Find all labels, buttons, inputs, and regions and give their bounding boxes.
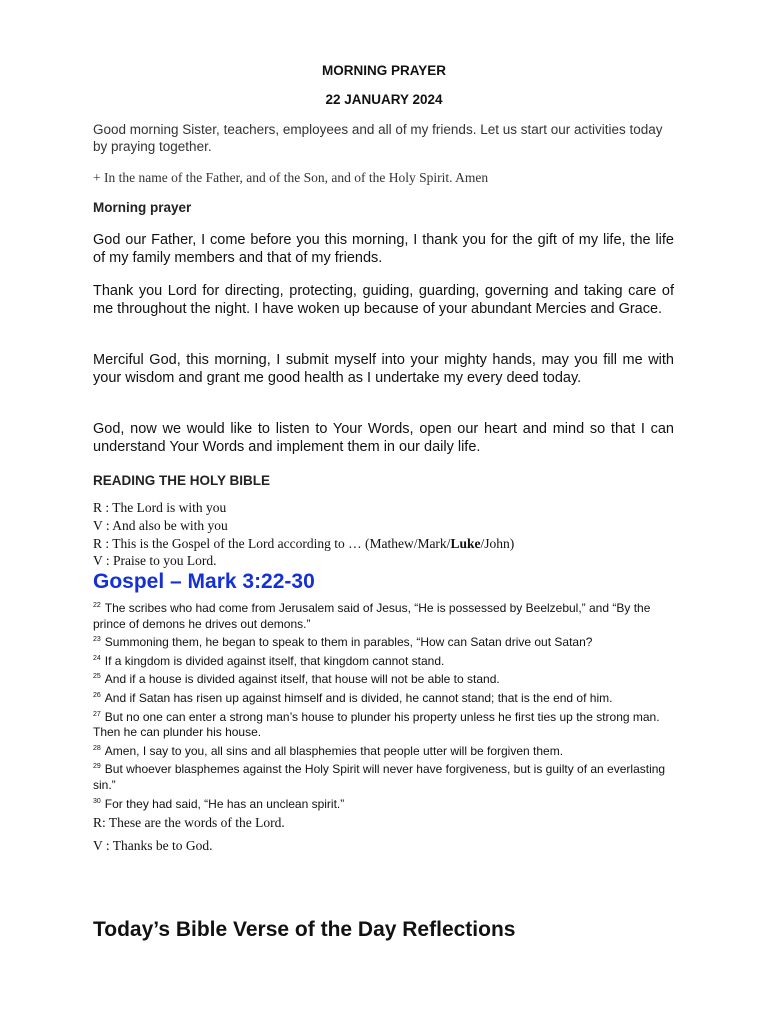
verse: [93, 669, 678, 688]
verse-text: But whoever blasphemes against the Holy Spirit will never have forgiveness, but is guilty of an everlasting sin.”: [93, 762, 666, 792]
verse-text: And if a house is divided against itself, that house will not be able to stand.: [104, 672, 500, 687]
prayer-paragraph-3: Merciful God, this morning, I submit myself into your mighty hands, may you fill me with your wisdom and grant me good health as I undertake my every deed today.: [93, 352, 674, 386]
verse-number: 22: [93, 602, 101, 609]
response-r2-suffix: /John): [480, 536, 515, 551]
verse: [93, 707, 678, 741]
verse-text: Summoning them, he began to speak to them in parables, “How can Satan drive out Satan?: [104, 635, 593, 650]
verse-text: And if Satan has risen up against himself and is divided, he cannot stand; that is the end of him.: [104, 690, 613, 705]
verse-number: 27: [93, 710, 101, 718]
gospel-heading: Gospel – Mark 3:22-30: [93, 570, 315, 593]
sign-of-cross: + In the name of the Father, and of the Son, and of the Holy Spirit. Amen: [93, 170, 489, 185]
verse: [93, 688, 678, 707]
verse-text: Amen, I say to you, all sins and all blasphemies that people utter will be forgiven them.: [104, 743, 564, 758]
response-r2-bold: Luke: [450, 536, 481, 551]
response-v1: V : And also be with you: [93, 518, 228, 533]
closing-response-r: R: These are the words of the Lord.: [93, 815, 285, 830]
verse-text: The scribes who had come from Jerusalem said of Jesus, “He is possessed by Beelzebul,” and “By the prince of demons he drives out demons.”: [93, 601, 651, 631]
response-r2: [93, 535, 514, 553]
response-r2-prefix: R : This is the Gospel of the Lord according to … (Mathew/Mark/: [93, 536, 451, 551]
response-v2: V : Praise to you Lord.: [93, 553, 217, 568]
verse-text: But no one can enter a strong man’s house to plunder his property unless he first ties up the strong man. Then he can plunder his house.: [93, 709, 660, 740]
reading-heading: READING THE HOLY BIBLE: [93, 473, 271, 488]
verse: [93, 632, 678, 651]
verse-number: 23: [93, 636, 101, 644]
verse-number: 28: [93, 744, 101, 752]
verse-text: If a kingdom is divided against itself, that kingdom cannot stand.: [104, 653, 445, 668]
verse-number: 25: [93, 673, 101, 681]
reflections-heading: Today’s Bible Verse of the Day Reflections: [93, 918, 516, 941]
response-r1: R : The Lord is with you: [93, 500, 227, 515]
verse-number: 26: [93, 691, 101, 699]
verse: [93, 759, 678, 793]
verse: [93, 741, 678, 760]
morning-prayer-heading: Morning prayer: [93, 200, 192, 215]
verse: [93, 651, 678, 670]
prayer-paragraph-4: God, now we would like to listen to Your Words, open our heart and mind so that I can understand Your Words and implement them in our daily life.: [93, 421, 674, 455]
prayer-paragraph-2: Thank you Lord for directing, protecting, guiding, guarding, governing and taking care of me throughout the night. I have woken up because of your abundant Mercies and Grace.: [93, 283, 674, 317]
verse-number: 30: [93, 797, 101, 805]
page-title: MORNING PRAYER: [321, 63, 447, 78]
page-date: 22 JANUARY 2024: [325, 92, 443, 107]
verse-number: 29: [93, 763, 101, 771]
verse: [93, 794, 678, 813]
verse: [93, 598, 678, 632]
verse-text: For they had said, “He has an unclean spirit.”: [104, 796, 345, 811]
gospel-verses: [93, 598, 678, 812]
closing-response-v: V : Thanks be to God.: [93, 838, 213, 853]
greeting-text: Good morning Sister, teachers, employees and all of my friends. Let us start our activities today by praying together.: [93, 122, 663, 154]
prayer-paragraph-1: God our Father, I come before you this morning, I thank you for the gift of my life, the life of my family members and that of my friends.: [93, 232, 674, 266]
verse-number: 24: [93, 654, 101, 662]
